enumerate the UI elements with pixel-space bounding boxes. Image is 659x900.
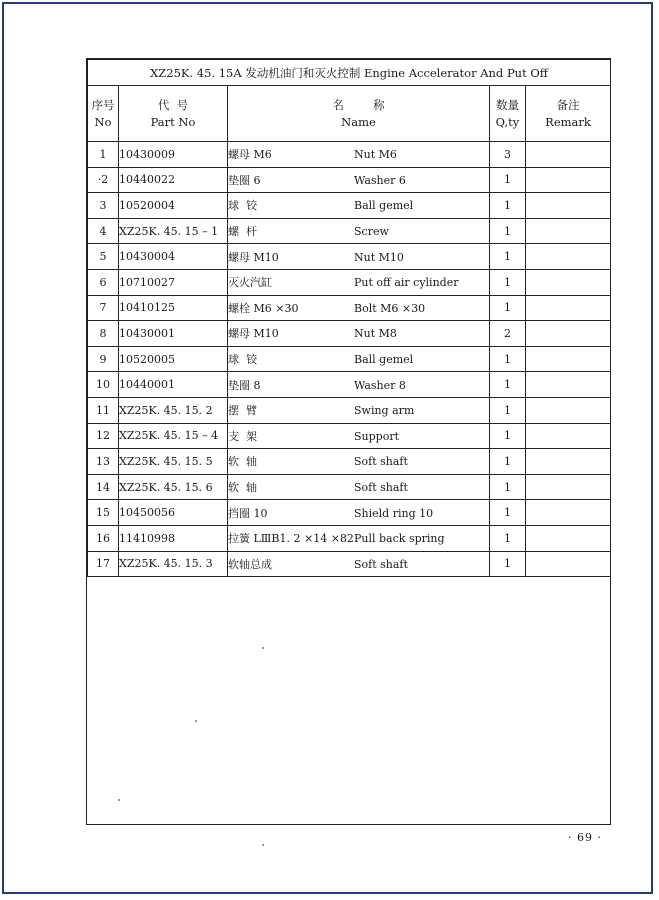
title-row xyxy=(88,60,611,86)
row-seq-no: ·2 xyxy=(88,167,119,193)
row-remark xyxy=(526,193,611,219)
row-seq-no: 4 xyxy=(88,218,119,244)
row-qty: 1 xyxy=(490,525,526,551)
row-remark xyxy=(526,244,611,270)
row-name xyxy=(228,449,490,475)
row-name-cn: 挡圈 10 xyxy=(228,506,268,520)
row-part-no: XZ25K. 45. 15. 2 xyxy=(119,397,228,423)
row-name-cn: 灭火汽缸 xyxy=(228,276,272,290)
header-remark-en: Remark xyxy=(545,114,591,129)
row-part-no: 10710027 xyxy=(119,269,228,295)
row-name xyxy=(228,142,490,168)
row-part-no: 10430001 xyxy=(119,321,228,347)
row-part-no: 10450056 xyxy=(119,500,228,526)
row-name-en: Washer 6 xyxy=(354,173,406,187)
row-part-no: XZ25K. 45. 15. 5 xyxy=(119,449,228,475)
row-seq-no: 12 xyxy=(88,423,119,449)
table-row xyxy=(88,167,611,193)
row-name-en: Ball gemel xyxy=(354,199,414,213)
row-seq-no: 13 xyxy=(88,449,119,475)
row-name-en: Nut M8 xyxy=(354,327,397,341)
row-part-no: XZ25K. 45. 15 – 4 xyxy=(119,423,228,449)
header-part-en: Part No xyxy=(150,114,196,129)
row-remark xyxy=(526,167,611,193)
row-name-cn: 垫圈 8 xyxy=(228,378,261,392)
row-qty: 1 xyxy=(490,167,526,193)
header-remark-cn: 备注 xyxy=(556,97,580,112)
row-part-no: 10430009 xyxy=(119,142,228,168)
row-seq-no: 17 xyxy=(88,551,119,577)
table-row xyxy=(88,372,611,398)
row-name-en: Soft shaft xyxy=(354,455,408,469)
row-part-no: XZ25K. 45. 15. 3 xyxy=(119,551,228,577)
row-seq-no: 7 xyxy=(88,295,119,321)
row-seq-no: 3 xyxy=(88,193,119,219)
row-name xyxy=(228,193,490,219)
row-name xyxy=(228,295,490,321)
table-row xyxy=(88,525,611,551)
row-qty: 1 xyxy=(490,269,526,295)
row-part-no: 11410998 xyxy=(119,525,228,551)
table-row xyxy=(88,397,611,423)
row-part-no: 10410125 xyxy=(119,295,228,321)
row-name-en: Nut M10 xyxy=(354,250,404,264)
row-name-cn: 螺 杆 xyxy=(228,225,257,239)
scan-speck xyxy=(262,647,264,649)
row-part-no: 10520004 xyxy=(119,193,228,219)
table-row xyxy=(88,218,611,244)
row-qty: 1 xyxy=(490,295,526,321)
row-remark xyxy=(526,295,611,321)
row-remark xyxy=(526,551,611,577)
header-row xyxy=(88,86,611,142)
row-remark xyxy=(526,346,611,372)
table-row xyxy=(88,500,611,526)
header-name-en: Name xyxy=(341,114,376,129)
row-qty: 1 xyxy=(490,346,526,372)
row-name-cn: 软轴总成 xyxy=(228,557,272,571)
row-name-cn: 垫圈 6 xyxy=(228,173,261,187)
row-name-cn: 螺母 M10 xyxy=(228,327,279,341)
row-remark xyxy=(526,142,611,168)
row-name-en: Pull back spring xyxy=(354,532,445,546)
row-name xyxy=(228,500,490,526)
row-name-en: Ball gemel xyxy=(354,353,414,367)
page-number: · 69 · xyxy=(568,831,602,844)
row-part-no: 10440001 xyxy=(119,372,228,398)
table-row xyxy=(88,269,611,295)
row-name-en: Put off air cylinder xyxy=(354,276,459,290)
row-qty: 1 xyxy=(490,218,526,244)
row-seq-no: 15 xyxy=(88,500,119,526)
row-name xyxy=(228,551,490,577)
row-name xyxy=(228,525,490,551)
header-seq xyxy=(88,86,119,142)
row-name-en: Washer 8 xyxy=(354,378,406,392)
row-name-cn: 球 铰 xyxy=(228,199,257,213)
row-name-en: Shield ring 10 xyxy=(354,506,434,520)
table-row xyxy=(88,193,611,219)
row-name xyxy=(228,423,490,449)
row-part-no: 10430004 xyxy=(119,244,228,270)
row-remark xyxy=(526,321,611,347)
row-remark xyxy=(526,372,611,398)
row-name-cn: 螺栓 M6 ×30 xyxy=(228,301,299,315)
row-name xyxy=(228,218,490,244)
row-name-cn: 螺母 M10 xyxy=(228,250,279,264)
row-remark xyxy=(526,500,611,526)
row-part-no: 10520005 xyxy=(119,346,228,372)
row-name-en: Swing arm xyxy=(354,404,415,418)
table-row xyxy=(88,142,611,168)
row-name xyxy=(228,346,490,372)
scan-speck xyxy=(262,844,264,846)
row-name-cn: 球 铰 xyxy=(228,353,257,367)
table-row xyxy=(88,449,611,475)
table-row xyxy=(88,295,611,321)
row-qty: 2 xyxy=(490,321,526,347)
row-name xyxy=(228,474,490,500)
row-remark xyxy=(526,269,611,295)
row-name xyxy=(228,269,490,295)
row-name-en: Soft shaft xyxy=(354,557,408,571)
header-part-no xyxy=(119,86,228,142)
row-name-cn: 软 轴 xyxy=(228,481,257,495)
row-name xyxy=(228,244,490,270)
row-name xyxy=(228,167,490,193)
row-seq-no: 16 xyxy=(88,525,119,551)
row-qty: 1 xyxy=(490,193,526,219)
scan-speck xyxy=(118,799,120,801)
header-remark xyxy=(526,86,611,142)
row-remark xyxy=(526,397,611,423)
row-name-en: Bolt M6 ×30 xyxy=(354,301,426,315)
header-name-cn: 名 称 xyxy=(332,97,385,112)
row-part-no: XZ25K. 45. 15 – 1 xyxy=(119,218,228,244)
row-part-no: 10440022 xyxy=(119,167,228,193)
row-qty: 1 xyxy=(490,244,526,270)
table-row xyxy=(88,551,611,577)
row-name-en: Support xyxy=(354,429,400,443)
table-row xyxy=(88,423,611,449)
row-name-cn: 软 轴 xyxy=(228,455,257,469)
row-seq-no: 5 xyxy=(88,244,119,270)
row-seq-no: 8 xyxy=(88,321,119,347)
row-name xyxy=(228,372,490,398)
row-name-en: Screw xyxy=(354,225,389,239)
row-seq-no: 6 xyxy=(88,269,119,295)
row-qty: 1 xyxy=(490,372,526,398)
parts-sheet xyxy=(86,58,611,825)
table-row xyxy=(88,474,611,500)
row-seq-no: 9 xyxy=(88,346,119,372)
row-seq-no: 14 xyxy=(88,474,119,500)
row-name-cn: 支 架 xyxy=(228,429,257,443)
row-remark xyxy=(526,218,611,244)
header-seq-en: No xyxy=(94,114,112,129)
header-qty-cn: 数量 xyxy=(496,97,519,112)
row-remark xyxy=(526,474,611,500)
header-qty-en: Q,ty xyxy=(495,114,520,129)
scan-speck xyxy=(195,720,197,722)
row-name xyxy=(228,321,490,347)
row-seq-no: 10 xyxy=(88,372,119,398)
header-part-cn: 代 号 xyxy=(157,97,189,112)
parts-table xyxy=(87,59,611,577)
header-qty xyxy=(490,86,526,142)
table-row xyxy=(88,244,611,270)
header-seq-cn: 序号 xyxy=(91,97,115,112)
row-name-cn: 螺母 M6 xyxy=(228,148,272,162)
row-qty: 1 xyxy=(490,500,526,526)
row-qty: 3 xyxy=(490,142,526,168)
row-name-cn: 拉簧 LⅢB1. 2 ×14 ×82 xyxy=(228,532,354,546)
table-row xyxy=(88,321,611,347)
row-name-en: Soft shaft xyxy=(354,481,408,495)
table-title: XZ25K. 45. 15A 发动机油门和灭火控制 Engine Accelerator And Put Off xyxy=(88,60,611,86)
row-name-cn: 摆 臂 xyxy=(228,404,257,418)
table-row xyxy=(88,346,611,372)
row-seq-no: 1 xyxy=(88,142,119,168)
row-seq-no: 11 xyxy=(88,397,119,423)
row-remark xyxy=(526,423,611,449)
row-qty: 1 xyxy=(490,551,526,577)
row-qty: 1 xyxy=(490,397,526,423)
row-remark xyxy=(526,449,611,475)
header-name xyxy=(228,86,490,142)
row-remark xyxy=(526,525,611,551)
row-name xyxy=(228,397,490,423)
row-qty: 1 xyxy=(490,474,526,500)
row-qty: 1 xyxy=(490,423,526,449)
row-qty: 1 xyxy=(490,449,526,475)
row-name-en: Nut M6 xyxy=(354,148,397,162)
row-part-no: XZ25K. 45. 15. 6 xyxy=(119,474,228,500)
